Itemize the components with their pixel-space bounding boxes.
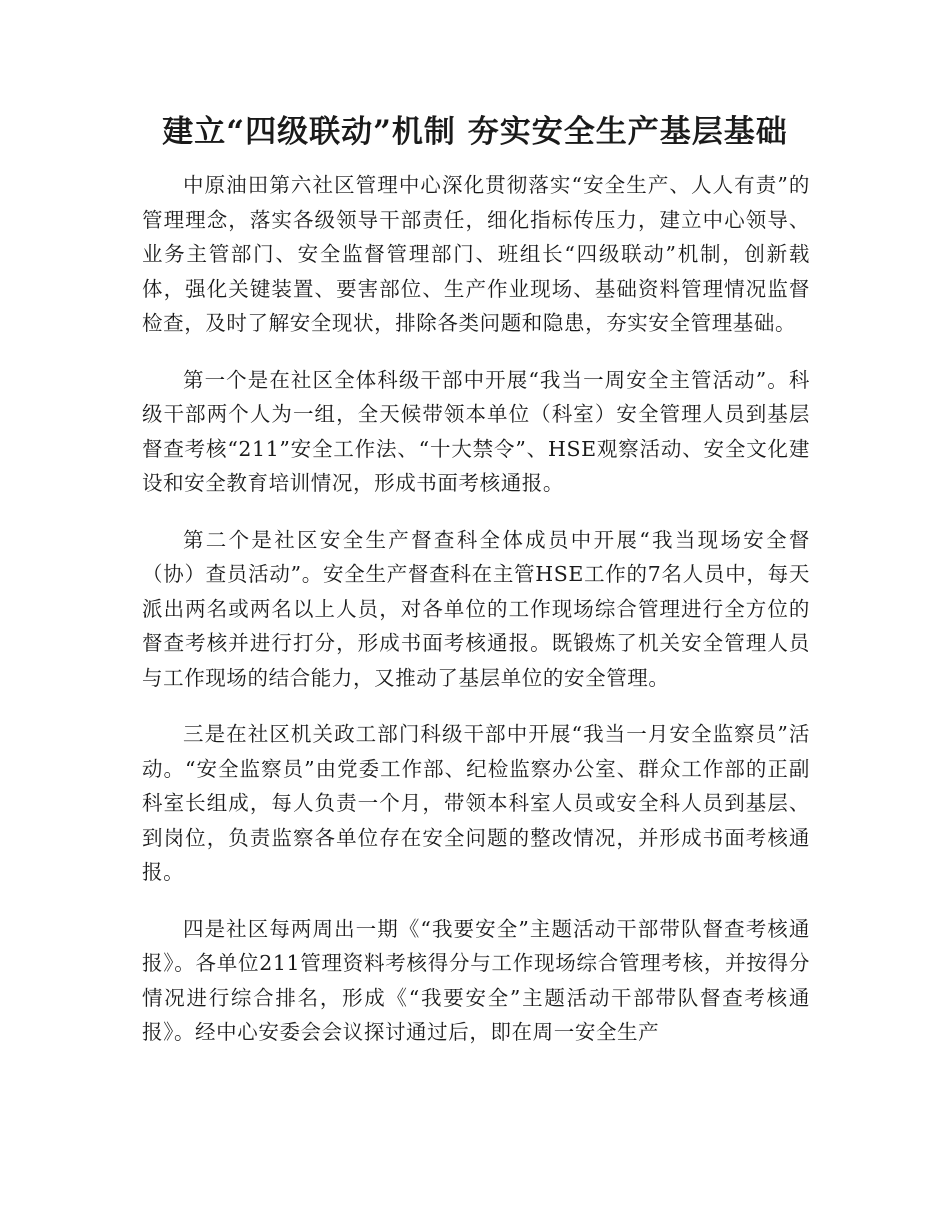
paragraph-onsite-inspector: 第二个是社区安全生产督查科全体成员中开展“我当现场安全督（协）查员活动”。安全生产督查科在主管HSE工作的7名人员中，每天派出两名或两名以上人员，对各单位的工作现场综合管理进行全方位的督查考核并进行打分，形成书面考核通报。既锻炼了机关安全管理人员与工作现场的结合能力，又推动了基层单位的安全管理。 — [142, 527, 810, 690]
paragraph-biweekly-report: 四是社区每两周出一期《“我要安全”主题活动干部带队督查考核通报》。各单位211管理资料考核得分与工作现场综合管理考核，并按得分情况进行综合排名，形成《“我要安全”主题活动干部带队督查考核通报》。经中心安委会会议探讨通过后，即在周一安全生产 — [142, 916, 810, 1044]
paragraph-monthly-safety-supervisor: 三是在社区机关政工部门科级干部中开展“我当一月安全监察员”活动。“安全监察员”由党委工作部、纪检监察办公室、群众工作部的正副科室长组成，每人负责一个月，带领本科室人员或安全科人员到基层、到岗位，负责监察各单位存在安全问题的整改情况，并形成书面考核通报。 — [142, 722, 810, 884]
paragraph-weekly-safety-supervisor: 第一个是在社区全体科级干部中开展“我当一周安全主管活动”。科级干部两个人为一组，全天候带领本单位（科室）安全管理人员到基层督查考核“211”安全工作法、“十大禁令”、HSE观察活动、安全文化建设和安全教育培训情况，形成书面考核通报。 — [142, 367, 810, 495]
paragraph-intro: 中原油田第六社区管理中心深化贯彻落实“安全生产、人人有责”的管理理念，落实各级领导干部责任，细化指标传压力，建立中心领导、业务主管部门、安全监督管理部门、班组长“四级联动”机制，创新载体，强化关键装置、要害部位、生产作业现场、基础资料管理情况监督检查，及时了解安全现状，排除各类问题和隐患，夯实安全管理基础。 — [142, 173, 810, 335]
document-body — [142, 168, 810, 1072]
document-title: 建立“四级联动”机制 夯实安全生产基层基础 — [162, 114, 788, 150]
